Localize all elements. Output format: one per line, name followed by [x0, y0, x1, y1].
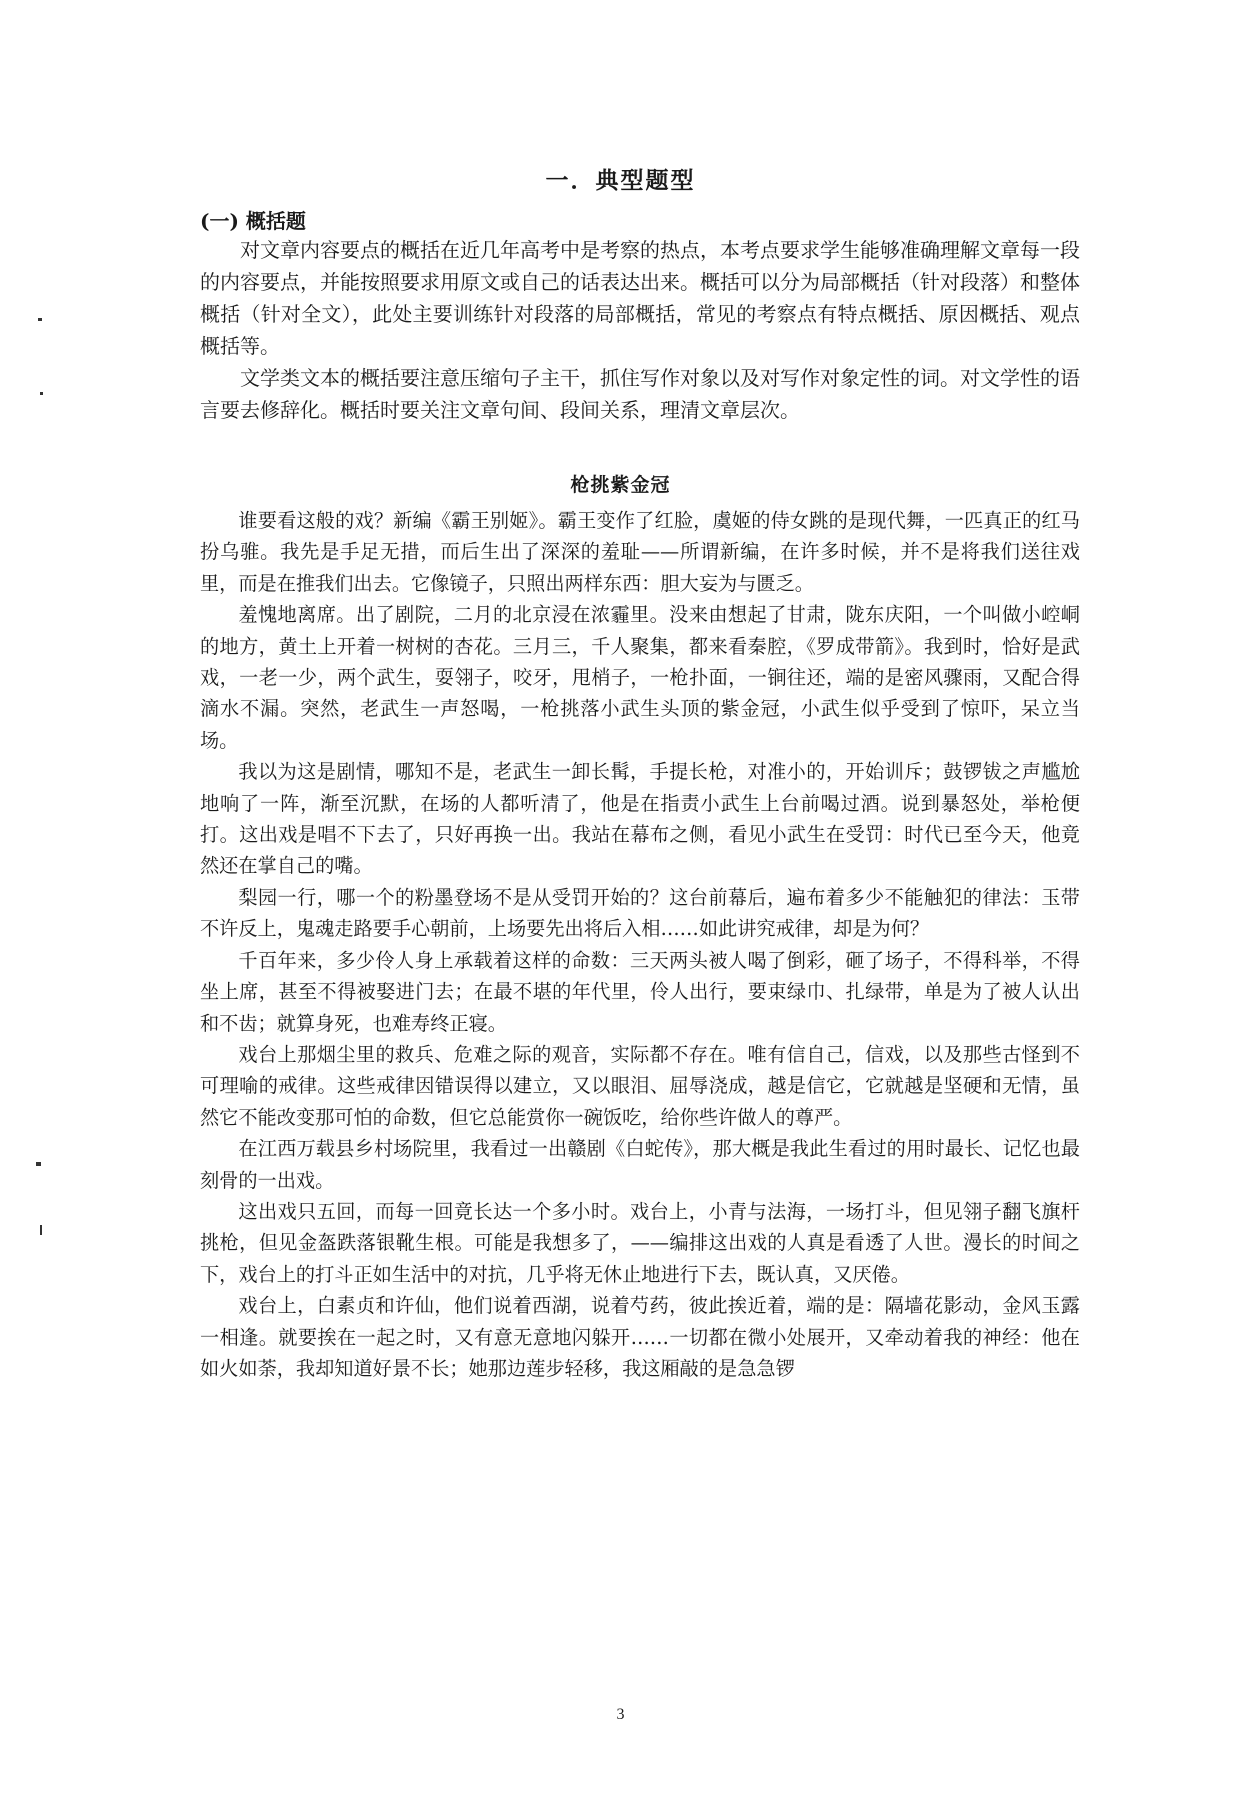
section-heading: (一) 概括题: [200, 209, 306, 233]
article-paragraph-4: 梨园一行，哪一个的粉墨登场不是从受罚开始的？这台前幕后，遍布着多少不能触犯的律法：玉带不许反上，鬼魂走路要手心朝前，上场要先出将后入相……如此讲究戒律，却是为何？: [200, 885, 1080, 941]
scan-mark: [36, 1162, 41, 1166]
main-heading: 一．典型题型: [545, 167, 696, 194]
article-paragraph-3: 我以为这是剧情，哪知不是，老武生一卸长髯，手提长枪，对准小的，开始训斥；鼓锣钹之声尴尬地响了一阵，渐至沉默，在场的人都听清了，他是在指责小武生上台前喝过酒。说到暴怒处，举枪便打。这出戏是唱不下去了，只好再换一出。我站在幕布之侧，看见小武生在受罚：时代已至今天，他竟然还在掌自己的嘴。: [200, 760, 1080, 878]
scan-mark: [38, 318, 42, 321]
article-paragraph-7: 在江西万载县乡村场院里，我看过一出赣剧《白蛇传》，那大概是我此生看过的用时最长、记忆也最刻骨的一出戏。: [200, 1137, 1080, 1192]
scan-mark: [40, 1225, 42, 1235]
scan-mark: [40, 392, 43, 395]
article-paragraph-5: 千百年来，多少伶人身上承载着这样的命数：三天两头被人喝了倒彩，砸了场子，不得科举，不得坐上席，甚至不得被娶进门去；在最不堪的年代里，伶人出行，要束绿巾、扎绿带，单是为了被人认出和不齿；就算身死，也难寿终正寝。: [200, 948, 1080, 1035]
section-intro: [200, 234, 1080, 426]
article-paragraph-1: 谁要看这般的戏？新编《霸王别姬》。霸王变作了红脸，虞姬的侍女跳的是现代舞，一匹真正的红马扮乌骓。我先是手足无措，而后生出了深深的羞耻——所谓新编，在许多时候，并不是将我们送往戏里，而是在推我们出去。它像镜子，只照出两样东西：胆大妄为与匮乏。: [200, 509, 1080, 595]
article-paragraph-6: 戏台上那烟尘里的救兵、危难之际的观音，实际都不存在。唯有信自己，信戏，以及那些古怪到不可理喻的戒律。这些戒律因错误得以建立，又以眼泪、屈辱浇成，越是信它，它就越是坚硬和无情，虽然它不能改变那可怕的命数，但它总能赏你一碗饭吃，给你些许做人的尊严。: [200, 1042, 1080, 1129]
page-number: 3: [616, 1706, 625, 1723]
intro-paragraph-2: 文学类文本的概括要注意压缩句子主干，抓住写作对象以及对写作对象定性的词。对文学性的语言要去修辞化。概括时要关注文章句间、段间关系，理清文章层次。: [200, 366, 1080, 422]
article-paragraph-2: 羞愧地离席。出了剧院，二月的北京浸在浓霾里。没来由想起了甘肃，陇东庆阳，一个叫做小崆峒的地方，黄土上开着一树树的杏花。三月三，千人聚集，都来看秦腔，《罗成带箭》。我到时，恰好是武戏，一老一少，两个武生，耍翎子，咬牙，甩梢子，一枪扑面，一锏往还，端的是密风骤雨，又配合得滴水不漏。突然，老武生一声怒喝，一枪挑落小武生头顶的紫金冠，小武生似乎受到了惊吓，呆立当场。: [200, 603, 1080, 752]
article-paragraph-9: 戏台上，白素贞和许仙，他们说着西湖，说着芍药，彼此挨近着，端的是：隔墙花影动，金风玉露一相逢。就要挨在一起之时，又有意无意地闪躲开……一切都在微小处展开，又牵动着我的神经：他在如火如荼，我却知道好景不长；她那边莲步轻移，我这厢敲的是急急锣: [200, 1294, 1080, 1380]
article-body: [200, 505, 1080, 1384]
article-title: 枪挑紫金冠: [570, 474, 671, 496]
intro-paragraph-1: 对文章内容要点的概括在近几年高考中是考察的热点，本考点要求学生能够准确理解文章每一段的内容要点，并能按照要求用原文或自己的话表达出来。概括可以分为局部概括（针对段落）和整体概括（针对全文），此处主要训练针对段落的局部概括，常见的考察点有特点概括、原因概括、观点概括等。: [200, 238, 1080, 358]
article-paragraph-8: 这出戏只五回，而每一回竟长达一个多小时。戏台上，小青与法海，一场打斗，但见翎子翻飞旗杆挑枪，但见金盔跌落银靴生根。可能是我想多了，——编排这出戏的人真是看透了人世。漫长的时间之下，戏台上的打斗正如生活中的对抗，几乎将无休止地进行下去，既认真，又厌倦。: [200, 1199, 1080, 1286]
